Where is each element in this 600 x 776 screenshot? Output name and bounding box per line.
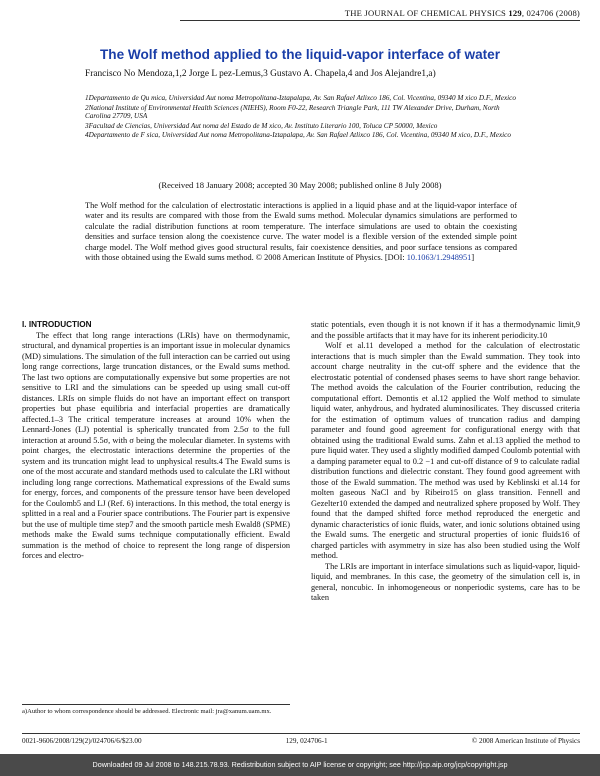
journal-name: THE JOURNAL OF CHEMICAL PHYSICS <box>344 8 506 18</box>
volume-number: 129 <box>508 8 522 18</box>
section-heading: I. INTRODUCTION <box>22 320 92 329</box>
received-dates: (Received 18 January 2008; accepted 30 May 2008; published online 8 July 2008) <box>158 180 442 190</box>
affiliations <box>85 94 525 141</box>
doi-link[interactable]: 10.1063/1.2948951 <box>406 253 472 263</box>
affiliation-4: 4Departamento de F sica, Universidad Aut noma Metropolitana-Iztapalapa, Av. San Rafael Atlixco 186, Col. Vicentina, 09340 M xico, D.F., Mexico <box>85 131 511 140</box>
footer-copyright: © 2008 American Institute of Physics <box>471 737 580 745</box>
page-footer <box>22 733 580 745</box>
abstract <box>85 201 517 264</box>
affiliation-1: 1Departamento de Qu mica, Universidad Aut noma Metropolitana-Iztapalapa, Av. San Rafael Atlixco 186, Col. Vicentina, 09340 M xico D.F., Mexico <box>85 94 516 102</box>
abstract-text: The Wolf method for the calculation of electrostatic interactions is applied in a liquid phase and at the liquid-vapor interface of water and its results are compared with those from the Ewald sums method. Molecular dynamics simulations are performed to calculate the radial distribution functions at room temperature. The interface simulations are used to obtain the coexisting densities and surface tension along the coexistence curve. The water model is a flexible version of the extended simple point charge model. The Wolf method gives good structural results, fair coexistence densities, and poor surface tensions as compared with those obtained using the Ewald sums method. © 2008 American Institute of Physics. [DOI: <box>85 201 517 263</box>
right-column <box>311 320 580 604</box>
article-number: , 024706 (2008) <box>521 8 580 18</box>
running-header <box>180 8 580 21</box>
intro-paragraph-2: static potentials, even though it is not known if it has a thermodynamic limit,9 and the possible artifacts that it may have for its inherent periodicity.10 <box>311 320 580 340</box>
intro-paragraph-1: The effect that long range interactions (LRIs) have on thermodynamic, structural, and dynamical properties is an important issue in molecular dynamics (MD) simulations. The simulation of the full interaction can be carried out using long range corrections, large truncation distances, or the Ewald sums method. The last two options are computationally expensive but some properties are not sensitive to LRI and the simulations can be speeded up using small cut-off distances. LRIs on simple fluids do not have an important effect on transport properties but phase equilibria and interfacial properties are dramatically affected.1–3 The critical temperature increases at around 10% when the Lennard-Jones (LJ) potential is spherically truncated from 2.5σ to the full interaction at around 5.5σ, with σ being the molecular diameter. In systems with point charges, the electrostatic interactions determine the properties of the system and its truncation might lead to unphysical results.4 The Ewald sums is one of the most accurate and standard methods used to calculate the LRI without including long range corrections. Mathematical expressions of the Ewald sums for energy, forces, and components of the pressure tensor have been developed for the Coulomb5 and LJ (Ref. 6) interactions. In this method, the total energy is splitted in a real and a Fourier space contributions. The Fourier part is expensive but the use of multiple time step7 and the smooth particle mesh Ewald8 (SPME) methods make the Ewald sums technique computationally efficient. Ewald summation is the method of choice to represent the long range of dispersion forces and electro- <box>22 330 290 560</box>
download-banner: Downloaded 09 Jul 2008 to 148.215.78.93. Redistribution subject to AIP license or copyright; see http://jcp.aip.org/jcp/copyright.jsp <box>0 754 600 776</box>
affiliation-2: 2National Institute of Environmental Health Sciences (NIEHS), Room F0-22, Research Triangle Park, 111 TW Alexander Drive, Durham, North Carolina 27709, USA <box>85 103 500 121</box>
intro-paragraph-3: Wolf et al.11 developed a method for the calculation of electrostatic interactions that is much simpler than the Ewald summation. They took into account charge neutrality in the cut-off sphere and the evidence that the electrostatic potential of condensed phases seems to have short range behavior. The method avoids the calculation of the Fourier contribution, reducing the computational effort. Demontis et al.12 applied the Wolf method to simulate liquid water, anhydrous, and hydrated aluminosilicates. They discussed criteria for the estimation of optimum values of truncation radius and damping parameter and found good agreement for configurational energy with that obtained using the traditional Ewald sums. Zahn et al.13 applied the method to pure liquid water. They used a slightly modified damped Coulomb potential with a damping parameter equal to 0.2 −1 and cut-off distance of 9 to calculate radial distribution functions and dielectric constant. They found good agreement with those of the Ewald summation. The method was used by Keblinski et al.14 for molten gaseous NaCl and by Ribeiro15 on glass transition. Fennell and Gezelter10 extended the damped and neutralized sphere proposed by Wolf. They found that the damped shifted force method reproduced the energetic and dynamic characteristics of ionic fluids, water, and ionic solutions obtained using the Ewald sums. The energetic and structural properties of ionic fluids16 of charged particles with asymmetry in size has also been studied using the Wolf method. <box>311 341 580 560</box>
abstract-end: ] <box>471 253 475 263</box>
article-title: The Wolf method applied to the liquid-vapor interface of water <box>99 47 501 62</box>
footer-page: 129, 024706-1 <box>285 737 328 745</box>
author-list: Francisco No Mendoza,1,2 Jorge L pez-Lemus,3 Gustavo A. Chapela,4 and Jos Alejandre1,a) <box>85 69 436 79</box>
affiliation-3: 3Facultad de Ciencias, Universidad Aut noma del Estado de M xico, Av. Instituto Literario 100, Toluca CP 50000, Mexico <box>85 121 438 130</box>
intro-paragraph-4: The LRIs are important in interface simulations such as liquid-vapor, liquid-liquid, and membranes. In this case, the geometry of the simulation cell is, in general, noncubic. In inhomogeneous or nonperiodic systems, care has to be taken <box>311 561 580 602</box>
footer-issn: 0021-9606/2008/129(2)/024706/6/$23.00 <box>22 737 142 745</box>
footnote: a)Author to whom correspondence should be addressed. Electronic mail: jra@xanum.uam.mx. <box>22 704 290 716</box>
left-column <box>22 320 290 562</box>
